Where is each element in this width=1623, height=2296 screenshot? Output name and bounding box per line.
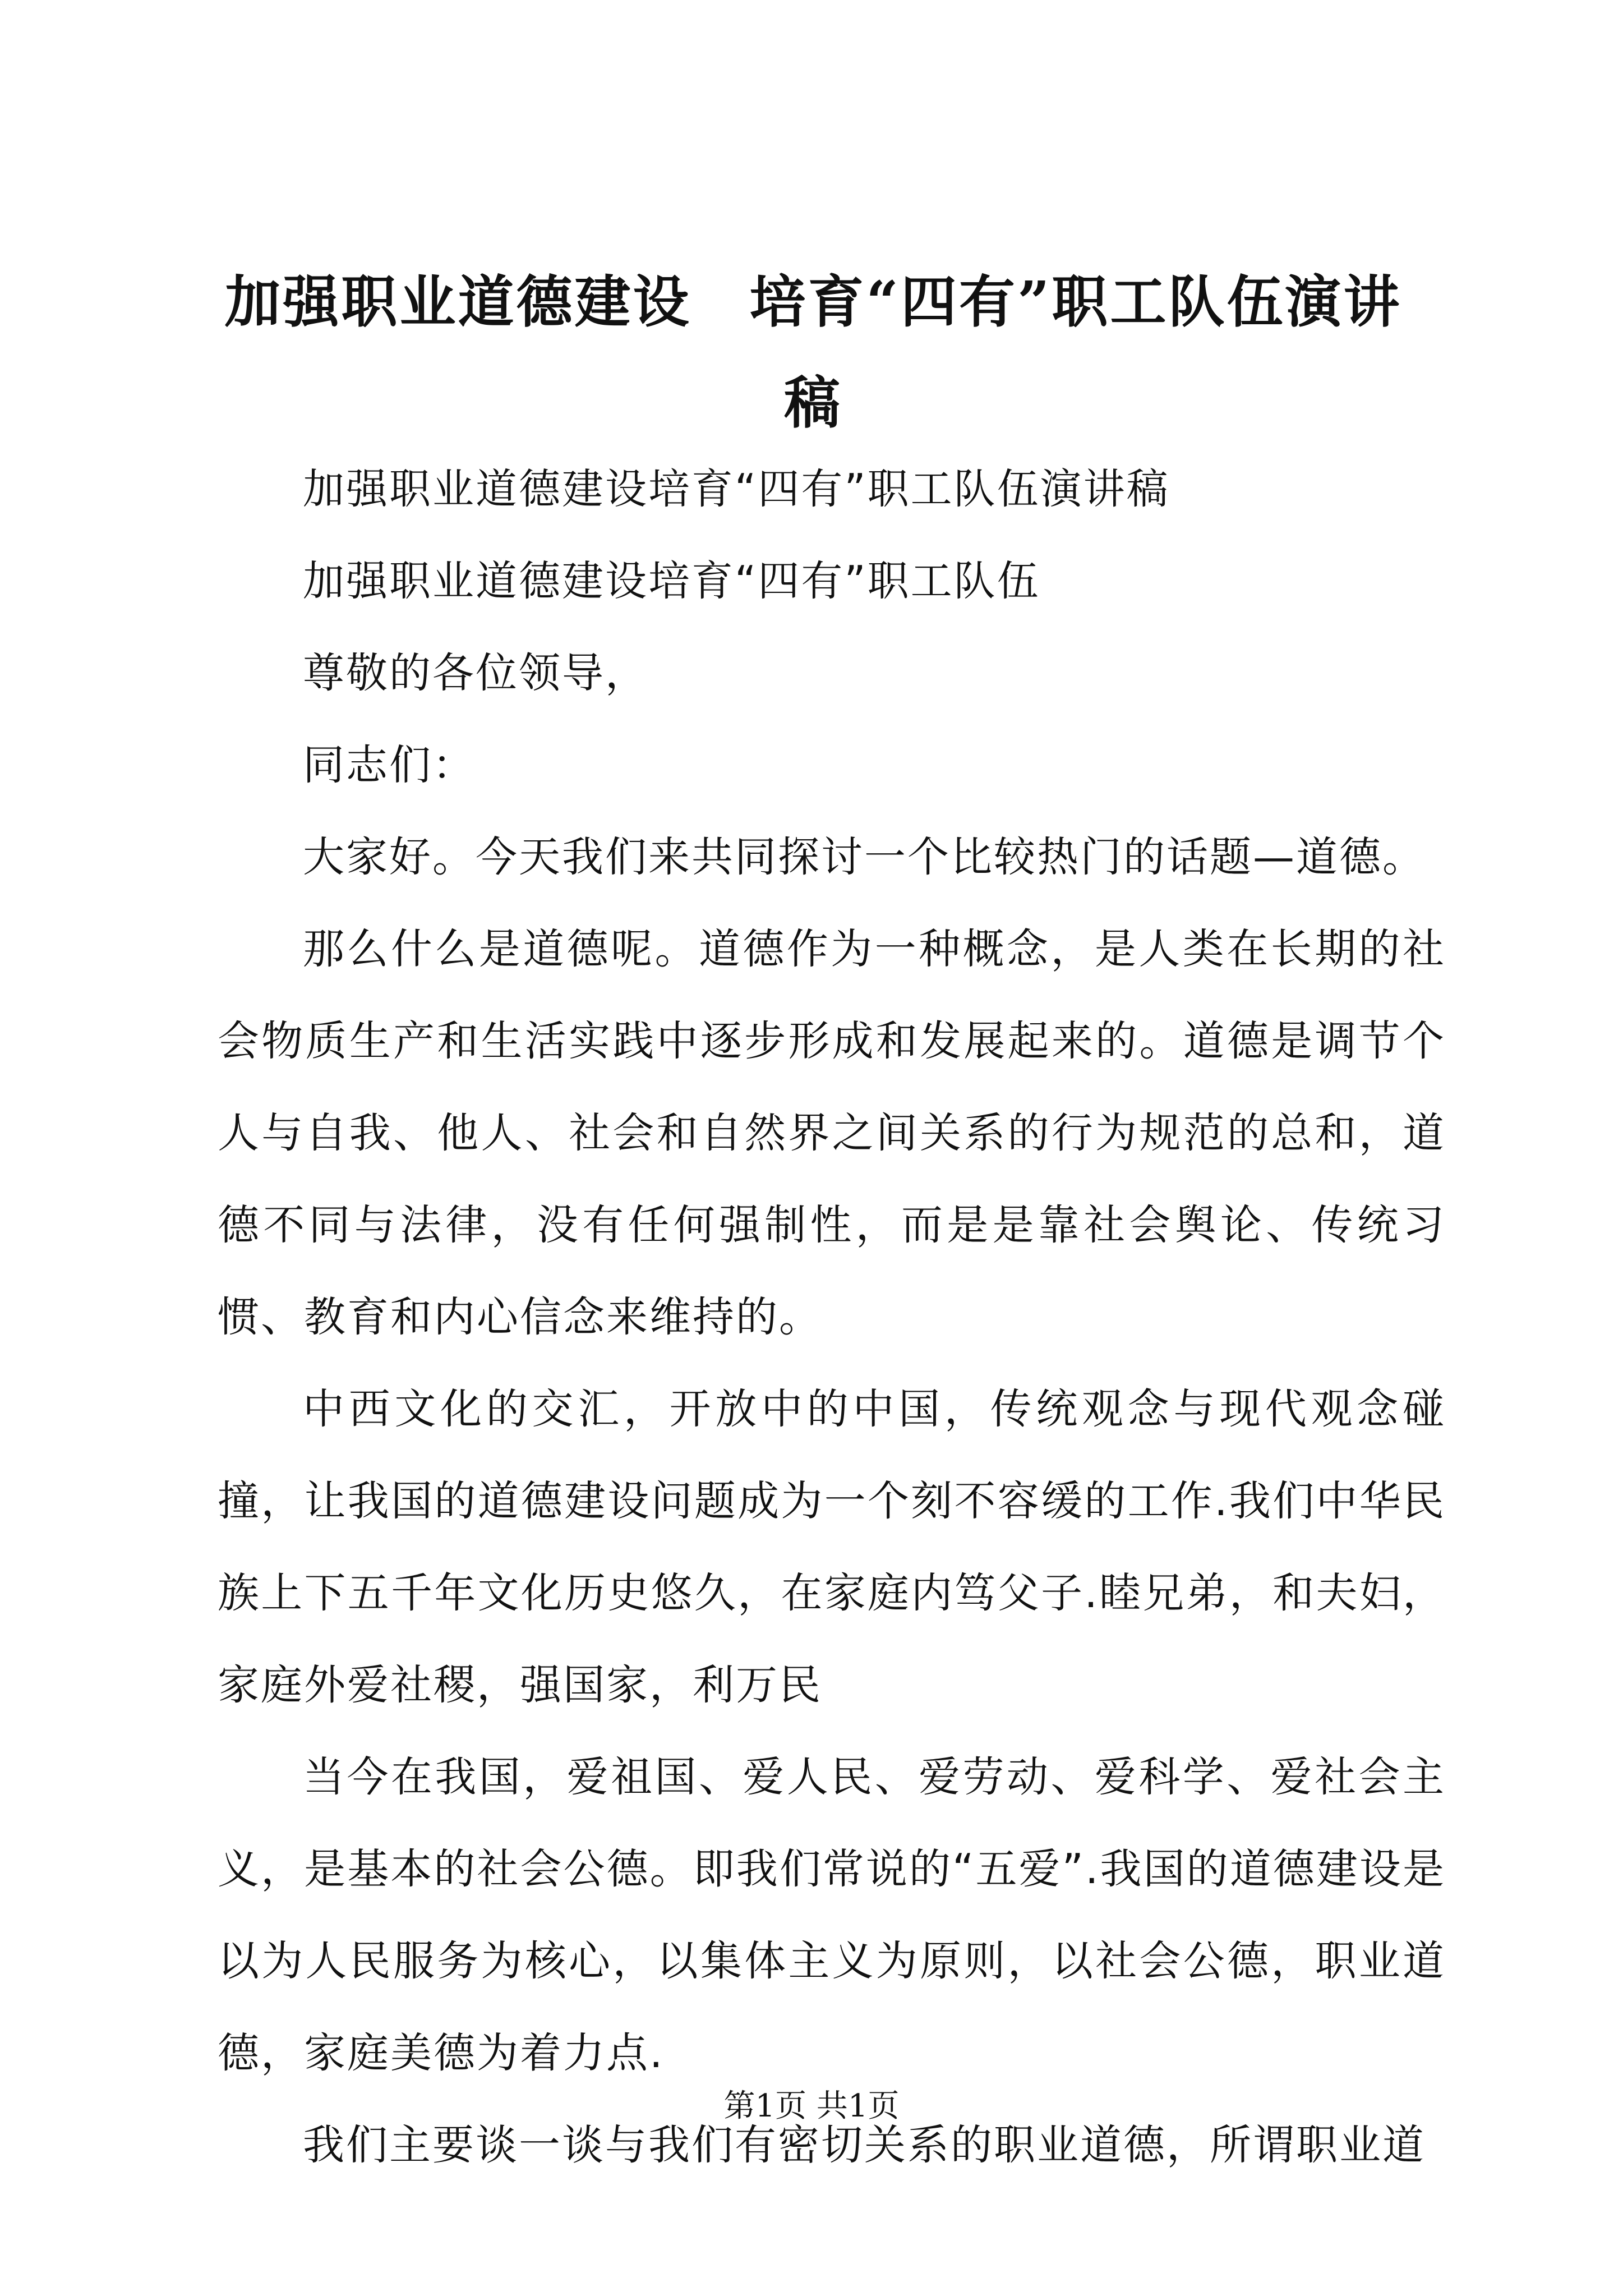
paragraph-culture: 中西文化的交汇，开放中的中国，传统观念与现代观念碰撞，让我国的道德建设问题成为一个刻不容缓的工作.我们中华民族上下五千年文化历史悠久，在家庭内笃父子.睦兄弟，和夫妇，家庭外爱社稷，强国家，利万民	[218, 1385, 1446, 1709]
paragraph-definition: 那么什么是道德呢。道德作为一种概念，是人类在长期的社会物质生产和生活实践中逐步形成和发展起来的。道德是调节个人与自我、他人、社会和自然界之间关系的行为规范的总和，道德不同与法律，没有任何强制性，而是是靠社会舆论、传统习惯、教育和内心信念来维持的。	[218, 925, 1446, 1341]
paragraph-professional-ethics: 我们主要谈一谈与我们有密切关系的职业道德，所谓职业道	[303, 2121, 1426, 2169]
paragraph-salutation: 尊敬的各位领导，	[303, 649, 648, 697]
document-body	[218, 443, 1446, 2191]
page-footer: 第1页 共1页	[723, 2088, 900, 2124]
paragraph-five-loves: 当今在我国，爱祖国、爱人民、爱劳动、爱科学、爱社会主义，是基本的社会公德。即我们常说的“五爱”.我国的道德建设是以为人民服务为核心，以集体主义为原则，以社会公德，职业道德，家庭美德为着力点.	[218, 1753, 1446, 2077]
paragraph-greeting: 大家好。今天我们来共同探讨一个比较热门的话题—道德。	[303, 833, 1426, 881]
document-title: 加强职业道德建设 培育“四有”职工队伍演讲稿	[224, 269, 1402, 436]
paragraph-comrades: 同志们：	[303, 741, 476, 789]
paragraph-subtitle: 加强职业道德建设培育“四有”职工队伍演讲稿	[303, 465, 1170, 513]
paragraph-heading: 加强职业道德建设培育“四有”职工队伍	[303, 557, 1040, 605]
